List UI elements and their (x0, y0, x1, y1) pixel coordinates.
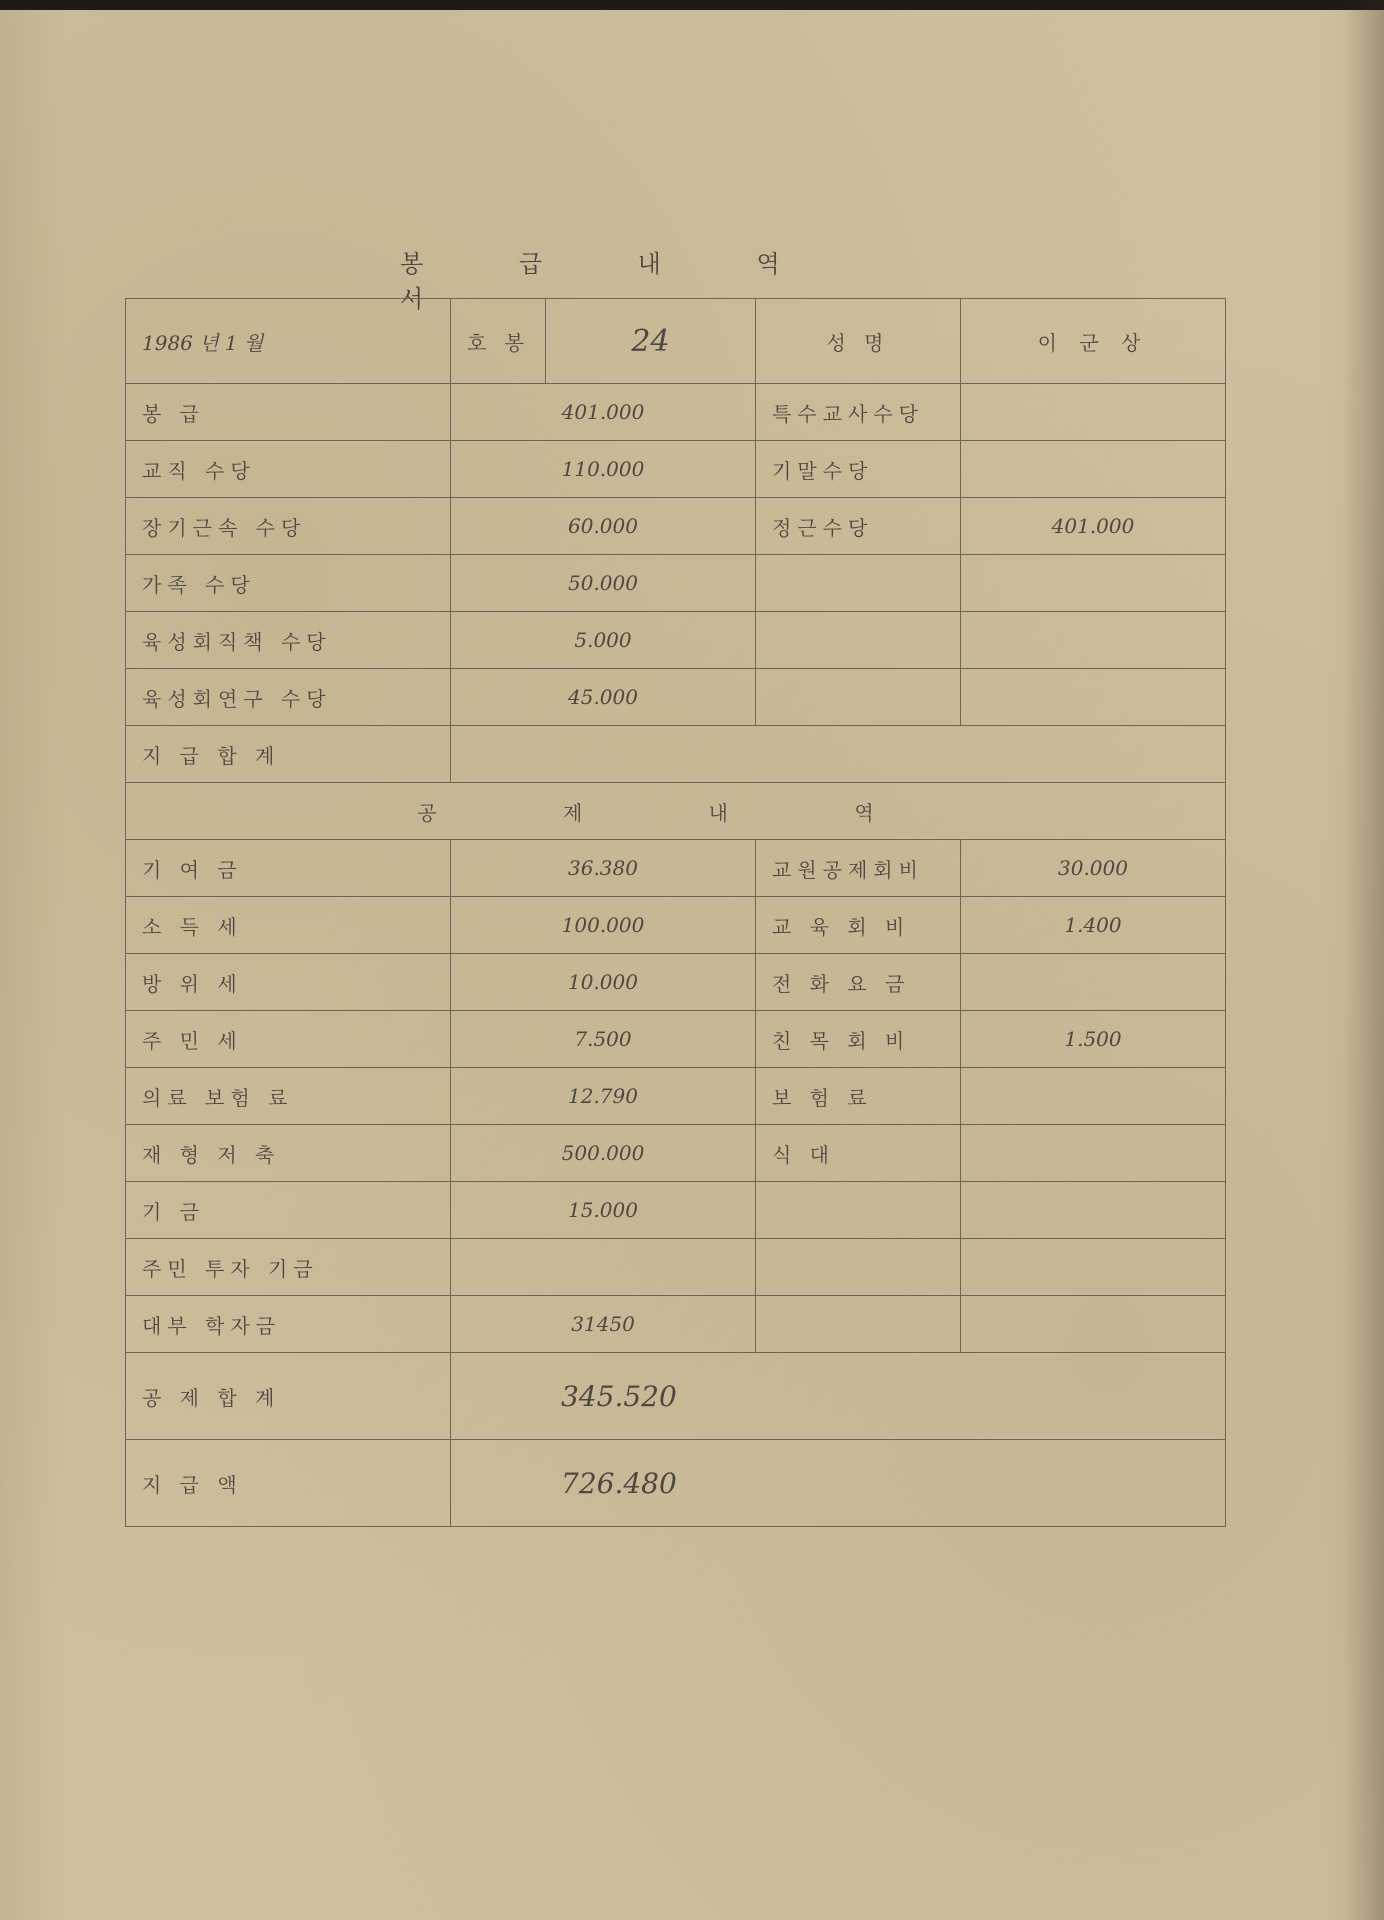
earning-value: 60.000 (451, 498, 756, 555)
deduction-label-2: 친 목 회 비 (756, 1011, 961, 1068)
earning-value-2: 401.000 (961, 498, 1226, 555)
earning-label-2: 기말수당 (756, 441, 961, 498)
earning-label-2 (756, 612, 961, 669)
deduction-value: 36.380 (451, 840, 756, 897)
deduction-value-2 (961, 1239, 1226, 1296)
grade-value: 24 (546, 299, 756, 384)
deduction-label-2 (756, 1182, 961, 1239)
header-row (126, 299, 1226, 384)
deduction-value: 7.500 (451, 1011, 756, 1068)
deduction-value-2: 1.500 (961, 1011, 1226, 1068)
deduction-label: 방 위 세 (126, 954, 451, 1011)
earning-value-2 (961, 441, 1226, 498)
deduction-value: 100.000 (451, 897, 756, 954)
deduction-value-2 (961, 1296, 1226, 1353)
deduction-row (126, 840, 1226, 897)
scan-right-edge (1344, 0, 1384, 1920)
net-pay-value: 726.480 (451, 1440, 1226, 1527)
salary-table (125, 298, 1226, 1527)
earning-value: 5.000 (451, 612, 756, 669)
deduction-label-2: 보 험 료 (756, 1068, 961, 1125)
deduction-label-2: 전 화 요 금 (756, 954, 961, 1011)
earnings-row (126, 669, 1226, 726)
deduction-label-2 (756, 1296, 961, 1353)
earning-label: 봉 급 (126, 384, 451, 441)
earnings-total-label: 지 급 합 계 (126, 726, 451, 783)
earning-value-2 (961, 384, 1226, 441)
earning-value-2 (961, 669, 1226, 726)
earning-value: 110.000 (451, 441, 756, 498)
salary-statement-form (125, 298, 1225, 1527)
earning-label: 장기근속 수당 (126, 498, 451, 555)
deduction-value-2 (961, 1068, 1226, 1125)
deductions-total-value: 345.520 (451, 1353, 1226, 1440)
deduction-value-2 (961, 1125, 1226, 1182)
earning-label: 육성회연구 수당 (126, 669, 451, 726)
earnings-total-value (451, 726, 1226, 783)
earning-value: 50.000 (451, 555, 756, 612)
deduction-row (126, 897, 1226, 954)
grade-label: 호 봉 (451, 299, 546, 384)
deduction-label-2: 교원공제회비 (756, 840, 961, 897)
earning-label: 교직 수당 (126, 441, 451, 498)
deduction-label: 의료 보험 료 (126, 1068, 451, 1125)
deductions-total-row (126, 1353, 1226, 1440)
earning-label-2 (756, 555, 961, 612)
deduction-label-2 (756, 1239, 961, 1296)
earning-value: 45.000 (451, 669, 756, 726)
deductions-section-title: 공 제 내 역 (126, 783, 1226, 840)
deduction-row (126, 1239, 1226, 1296)
earnings-row (126, 612, 1226, 669)
earnings-total-row (126, 726, 1226, 783)
earning-label: 가족 수당 (126, 555, 451, 612)
deduction-value: 31450 (451, 1296, 756, 1353)
deduction-value-2: 1.400 (961, 897, 1226, 954)
earning-label-2: 정근수당 (756, 498, 961, 555)
deduction-row (126, 1125, 1226, 1182)
deduction-value-2 (961, 1182, 1226, 1239)
deduction-row (126, 1296, 1226, 1353)
earning-label-2 (756, 669, 961, 726)
deduction-label: 주 민 세 (126, 1011, 451, 1068)
deduction-value (451, 1239, 756, 1296)
deduction-label: 기 여 금 (126, 840, 451, 897)
deduction-label: 재 형 저 축 (126, 1125, 451, 1182)
deduction-value: 10.000 (451, 954, 756, 1011)
deduction-row (126, 1011, 1226, 1068)
earnings-row (126, 555, 1226, 612)
document-title: 봉 급 내 역 서 (400, 250, 824, 313)
employee-name: 이 군 상 (961, 299, 1226, 384)
earnings-row (126, 384, 1226, 441)
earning-value: 401.000 (451, 384, 756, 441)
deduction-row (126, 1182, 1226, 1239)
deductions-section-row (126, 783, 1226, 840)
earning-value-2 (961, 612, 1226, 669)
deduction-value: 12.790 (451, 1068, 756, 1125)
pay-date: 1986 년 1 월 (126, 299, 451, 384)
deduction-value: 15.000 (451, 1182, 756, 1239)
deduction-value-2 (961, 954, 1226, 1011)
earning-value-2 (961, 555, 1226, 612)
net-pay-label: 지 급 액 (126, 1440, 451, 1527)
scan-top-edge (0, 0, 1384, 10)
deduction-label: 소 득 세 (126, 897, 451, 954)
earnings-row (126, 441, 1226, 498)
deduction-label: 기 금 (126, 1182, 451, 1239)
deduction-row (126, 954, 1226, 1011)
deductions-total-label: 공 제 합 계 (126, 1353, 451, 1440)
name-label: 성 명 (756, 299, 961, 384)
deduction-label: 대부 학자금 (126, 1296, 451, 1353)
earning-label-2: 특수교사수당 (756, 384, 961, 441)
earning-label: 육성회직책 수당 (126, 612, 451, 669)
deduction-label-2: 식 대 (756, 1125, 961, 1182)
deduction-label-2: 교 육 회 비 (756, 897, 961, 954)
deduction-value-2: 30.000 (961, 840, 1226, 897)
earnings-row (126, 498, 1226, 555)
deduction-value: 500.000 (451, 1125, 756, 1182)
net-pay-row (126, 1440, 1226, 1527)
deduction-label: 주민 투자 기금 (126, 1239, 451, 1296)
deduction-row (126, 1068, 1226, 1125)
